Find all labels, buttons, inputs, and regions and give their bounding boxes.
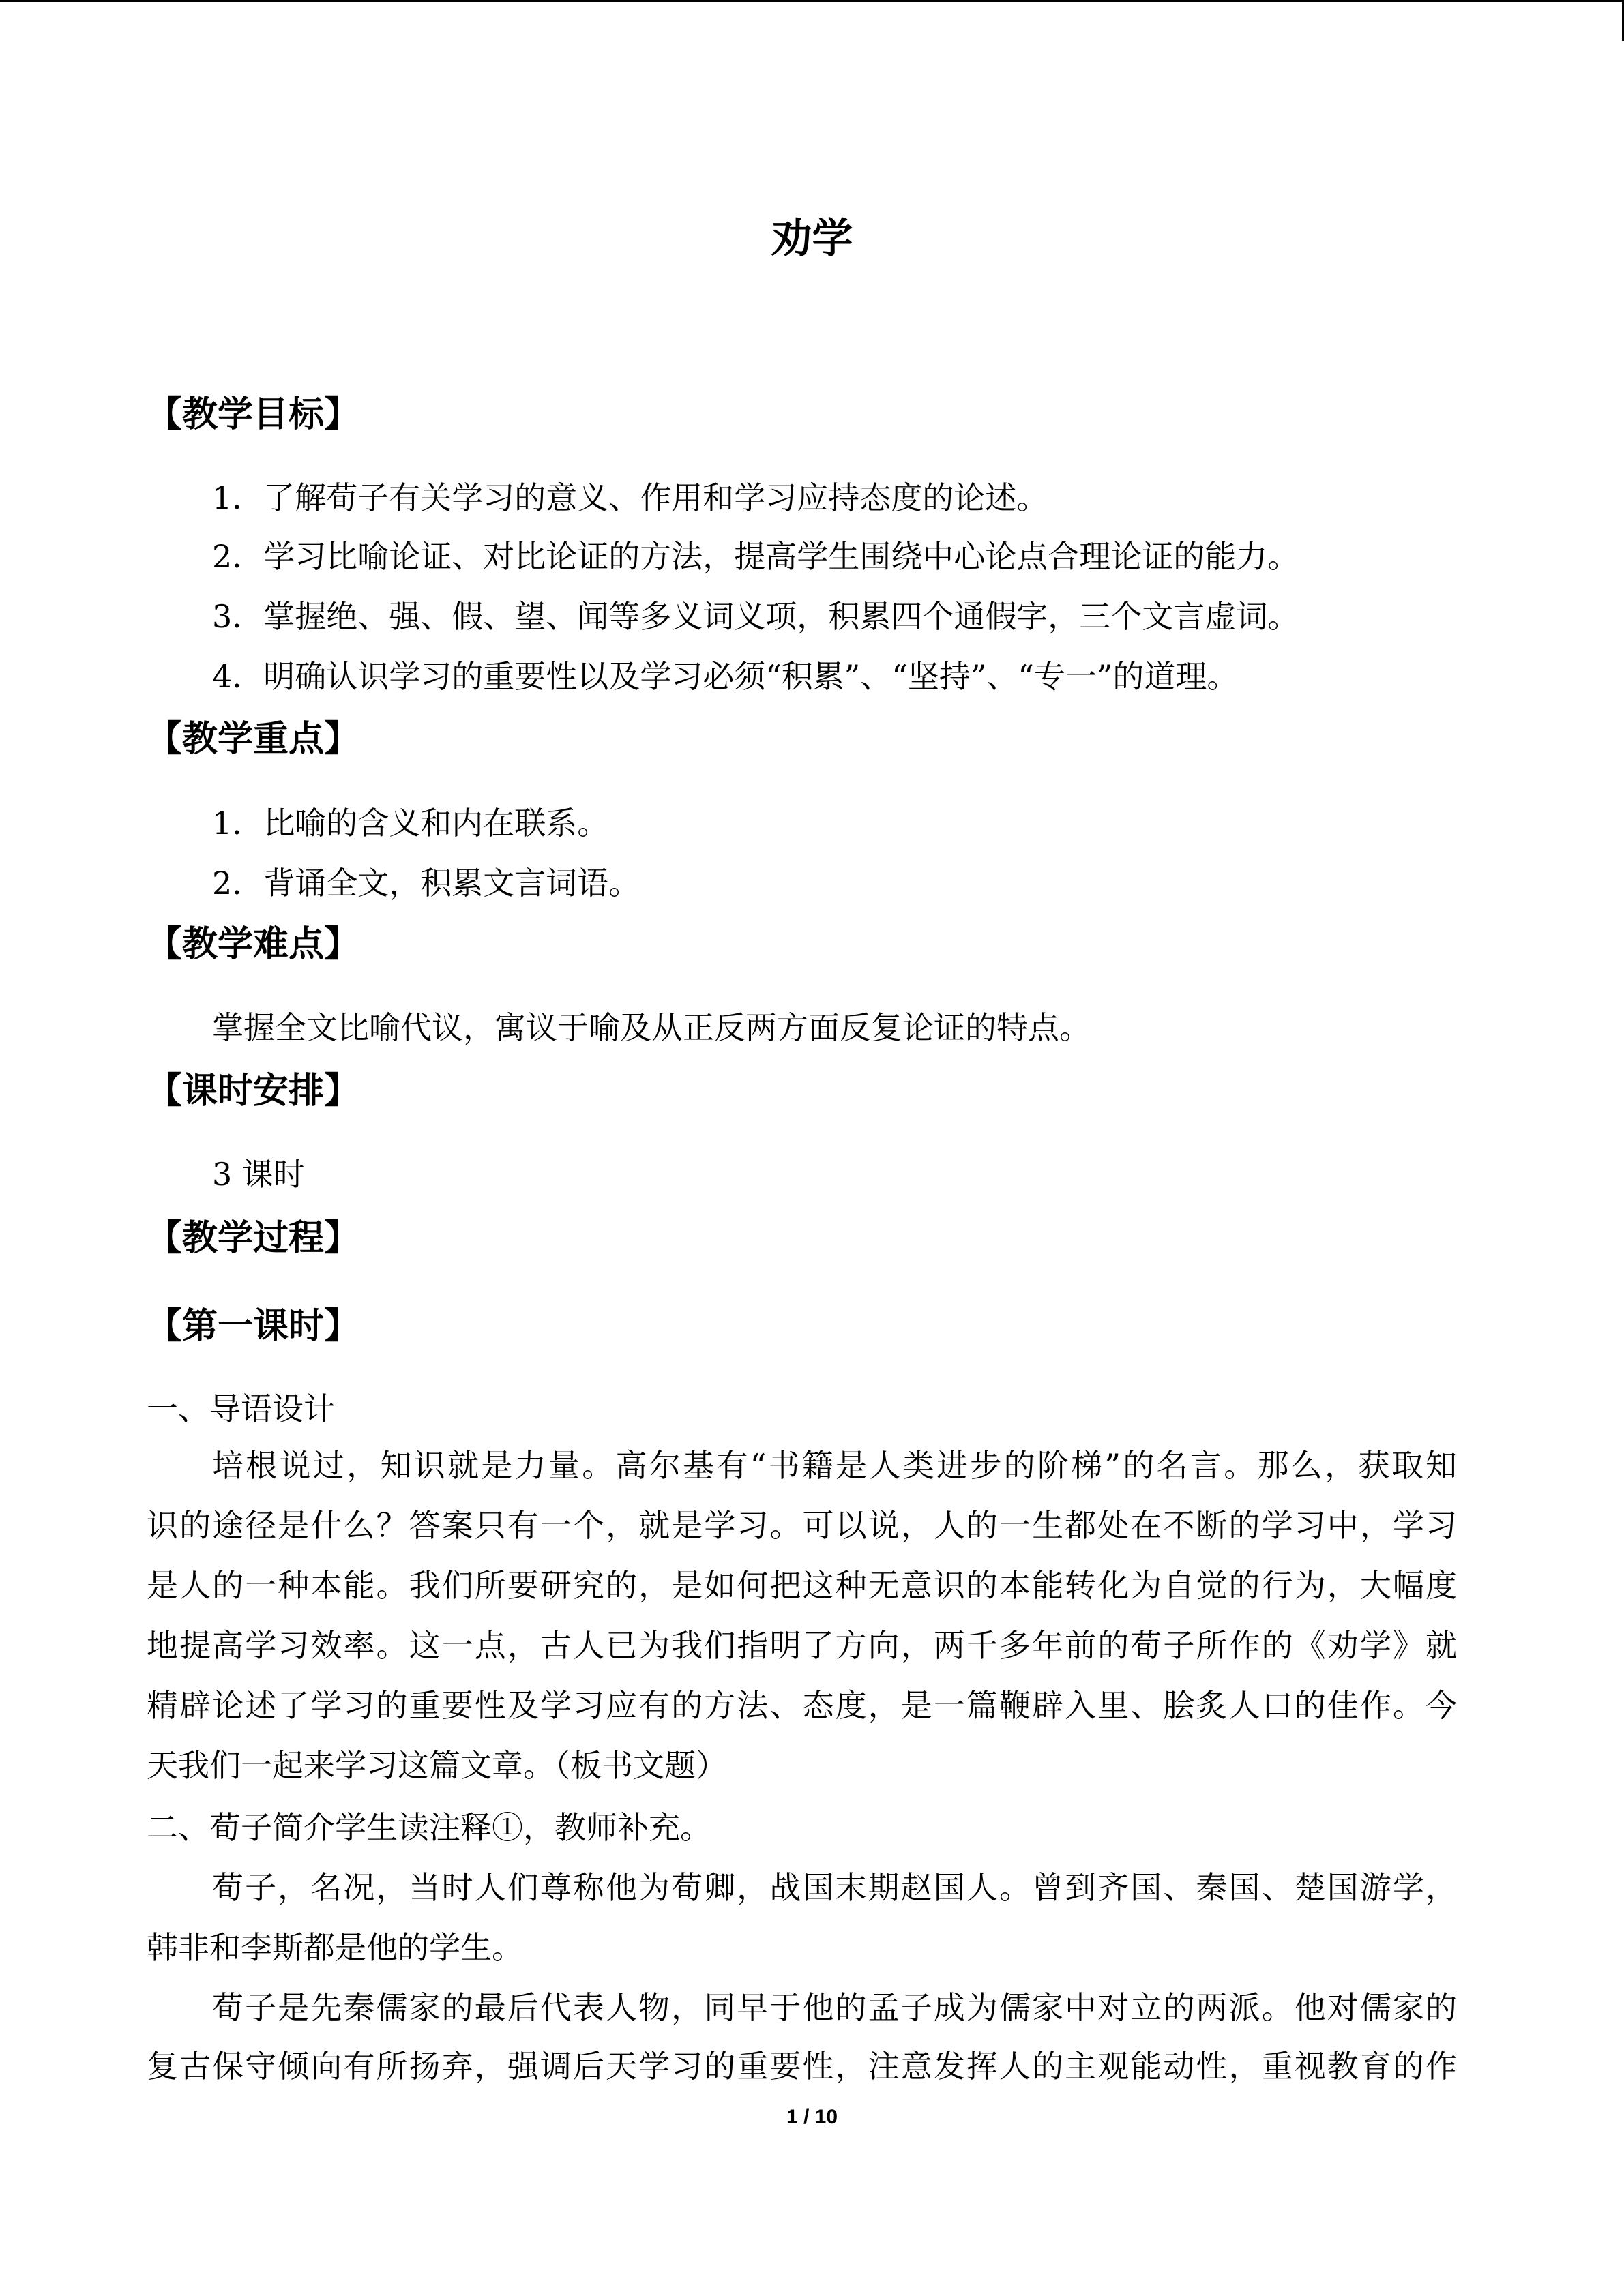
objective-item: 2．学习比喻论证、对比论证的方法，提高学生围绕中心论点合理论证的能力。	[212, 538, 1299, 575]
key-point-item: 1．比喻的含义和内在联系。	[212, 805, 609, 841]
intro-heading: 一、导语设计	[147, 1390, 335, 1427]
objective-item: 4．明确认识学习的重要性以及学习必须“积累”、“坚持”、“专一”的道理。	[212, 658, 1239, 695]
schedule-text: 3 课时	[212, 1156, 305, 1193]
document-title: 劝学	[771, 215, 853, 263]
lesson-one-heading: 【第一课时】	[147, 1306, 360, 1347]
process-heading: 【教学过程】	[147, 1218, 360, 1259]
intro-line: 天我们一起来学习这篇文章。（板书文题）	[147, 1747, 727, 1784]
intro-line: 识的途径是什么？答案只有一个，就是学习。可以说，人的一生都处在不断的学习中，学习	[147, 1507, 1457, 1544]
schedule-heading: 【课时安排】	[147, 1071, 360, 1112]
objective-item: 3．掌握绝、强、假、望、闻等多义词义项，积累四个通假字，三个文言虚词。	[212, 598, 1299, 635]
bio-line: 复古保守倾向有所扬弃，强调后天学习的重要性，注意发挥人的主观能动性，重视教育的作	[147, 2048, 1457, 2085]
difficulties-text: 掌握全文比喻代议，寓议于喻及从正反两方面反复论证的特点。	[212, 1009, 1091, 1046]
intro-line: 培根说过，知识就是力量。高尔基有“书籍是人类进步的阶梯”的名言。那么，获取知	[212, 1447, 1457, 1484]
intro-line: 是人的一种本能。我们所要研究的，是如何把这种无意识的本能转化为自觉的行为，大幅度	[147, 1567, 1457, 1604]
bio-heading: 二、荀子简介学生读注释①，教师补充。	[147, 1809, 711, 1846]
bio-line: 荀子是先秦儒家的最后代表人物，同早于他的孟子成为儒家中对立的两派。他对儒家的	[212, 1989, 1457, 2026]
page-number: 1 / 10	[786, 2106, 838, 2128]
intro-line: 地提高学习效率。这一点，古人已为我们指明了方向，两千多年前的荀子所作的《劝学》就	[147, 1627, 1457, 1664]
key-point-item: 2．背诵全文，积累文言词语。	[212, 865, 640, 901]
objective-item: 1．了解荀子有关学习的意义、作用和学习应持态度的论述。	[212, 479, 1048, 516]
page-border-top	[0, 0, 1624, 2]
key-points-heading: 【教学重点】	[147, 719, 360, 760]
bio-line: 荀子，名况，当时人们尊称他为荀卿，战国末期赵国人。曾到齐国、秦国、楚国游学，	[212, 1869, 1457, 1906]
bio-line: 韩非和李斯都是他的学生。	[147, 1929, 523, 1966]
difficulties-heading: 【教学难点】	[147, 924, 360, 965]
intro-line: 精辟论述了学习的重要性及学习应有的方法、态度，是一篇鞭辟入里、脍炙人口的佳作。今	[147, 1687, 1457, 1724]
objectives-heading: 【教学目标】	[147, 394, 360, 435]
